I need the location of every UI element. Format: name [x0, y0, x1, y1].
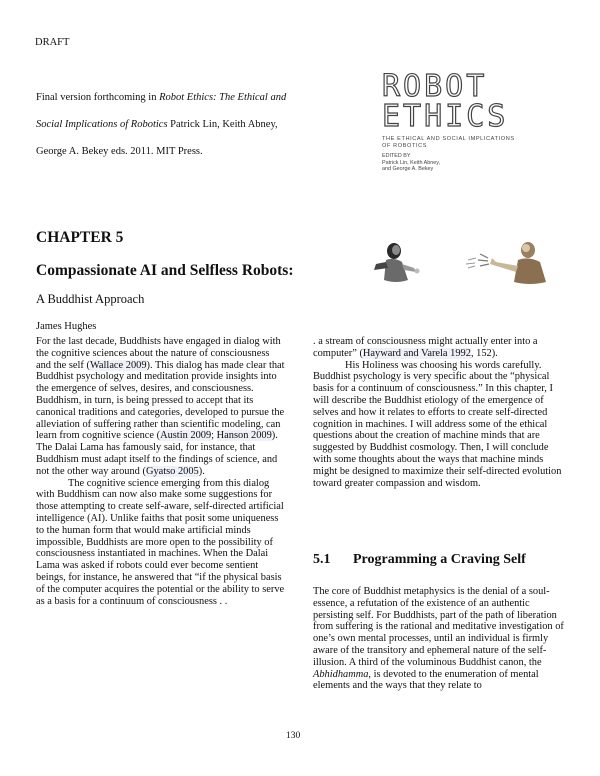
- section-title: Programming a Craving Self: [353, 552, 526, 567]
- cover-logo-line-2: ETHICS: [382, 99, 509, 134]
- citation-link[interactable]: Austin 2009: [160, 430, 212, 442]
- cover-subtitle-1: THE ETHICAL AND SOCIAL IMPLICATIONS: [382, 136, 515, 142]
- cover-editors-2: and George A. Bekey: [382, 166, 434, 172]
- chapter-label: CHAPTER 5: [36, 229, 124, 246]
- paragraph-2: The cognitive science emerging from this dialog with Buddhism can now also make some suggestions for those attempting to create self-aware, self-directed artificial intelligence (AI). Unlike faiths that posit some uniqueness to the human form that would make artificial minds impossible, Buddhists are more open to the possibility of consciousness instantiated in machines. When the Dalai Lama was asked if robots could ever become sentient beings, for instance, he answered that “if the physical basis of the computer acquires the potential or the ability to serve as a basis for a continuum of consciousness . .: [36, 477, 285, 607]
- section-heading: [313, 552, 526, 568]
- cover-subtitle-2: OF ROBOTICS: [382, 143, 428, 149]
- paragraph-5: The core of Buddhist metaphysics is the denial of a soul-essence, a refutation of the existence of an authentic persisting self. For Buddhists, part of the path of liberation from suffering is the rational and meditative investigation of one’s own mental processes, until an individual is firmly aware of the transitory and ephemeral nature of the self-illusion. A third of the voluminous Buddhist canon, the Abhidhamma, is devoted to the enumeration of mental elements and the ways that they relate to: [313, 586, 564, 692]
- cover-editors-1: Patrick Lin, Keith Abney,: [382, 159, 441, 166]
- citation-link[interactable]: Wallace 2009: [89, 359, 147, 371]
- pub-note-line-2: Social Implications of Robotics Patrick Lin, Keith Abney,: [36, 119, 278, 130]
- page-number: 130: [286, 731, 301, 741]
- citation-link[interactable]: Hayward and Varela 1992: [362, 347, 471, 359]
- section-number: 5.1: [313, 552, 331, 567]
- cover-edited-by: EDITED BY: [382, 153, 411, 159]
- left-column: [36, 336, 287, 607]
- draft-label: DRAFT: [35, 37, 70, 48]
- citation-link[interactable]: Gyatso 2005: [145, 465, 199, 477]
- pub-note-line-1: Final version forthcoming in Robot Ethics: The Ethical and: [36, 92, 287, 103]
- right-robot-icon: [466, 242, 546, 284]
- chapter-author: James Hughes: [36, 321, 97, 332]
- paragraph-1: For the last decade, Buddhists have engaged in dialog with the cognitive sciences about the nature of consciousness and the self (Wallace 2009). This dialog has made clear that Buddhist psychology and meditation provide insights into the emergence of selves, desires, and consciousness. Buddhism, in turn, is being pressed to accept that its canonical traditions and categories, developed to pursue the alleviation of suffering rather than scientific modeling, can learn from cognitive science (Austin 2009; Hanson 2009). The Dalai Lama has famously said, for instance, that Buddhism must adapt itself to the findings of science, and not the other way around (Gyatso 2005).: [36, 336, 285, 477]
- section-body: [313, 586, 567, 692]
- paragraph-4: His Holiness was choosing his words carefully. Buddhist psychology is very specific about the “physical basis for a continuum of consciousness.” In this chapter, I will describe the Buddhist etiology of the emergence of selves and how it relates to efforts to create self-directed cognition in machines. I will address some of the ethical questions about the creation of machine minds that are suggested by Buddhist cosmology. Then, I will conclude with some thoughts about the ways that machine minds might be designed to maximize their self-directed evolution toward greater compassion and wisdom.: [313, 359, 562, 489]
- book-cover: [382, 69, 557, 192]
- chapter-subtitle: A Buddhist Approach: [36, 292, 145, 306]
- cover-logo-line-1: ROBOT: [382, 69, 488, 104]
- left-robot-icon: [374, 243, 420, 282]
- pub-note-line-3: George A. Bekey eds. 2011. MIT Press.: [36, 146, 203, 157]
- chapter-title: Compassionate AI and Selfless Robots:: [36, 262, 294, 279]
- paragraph-3: . a stream of consciousness might actually enter into a computer” (Hayward and Varela 1992, 152).: [313, 336, 538, 359]
- citation-link[interactable]: Hanson 2009: [216, 430, 272, 442]
- right-column: [313, 336, 567, 489]
- robot-hands-illustration: [368, 238, 558, 288]
